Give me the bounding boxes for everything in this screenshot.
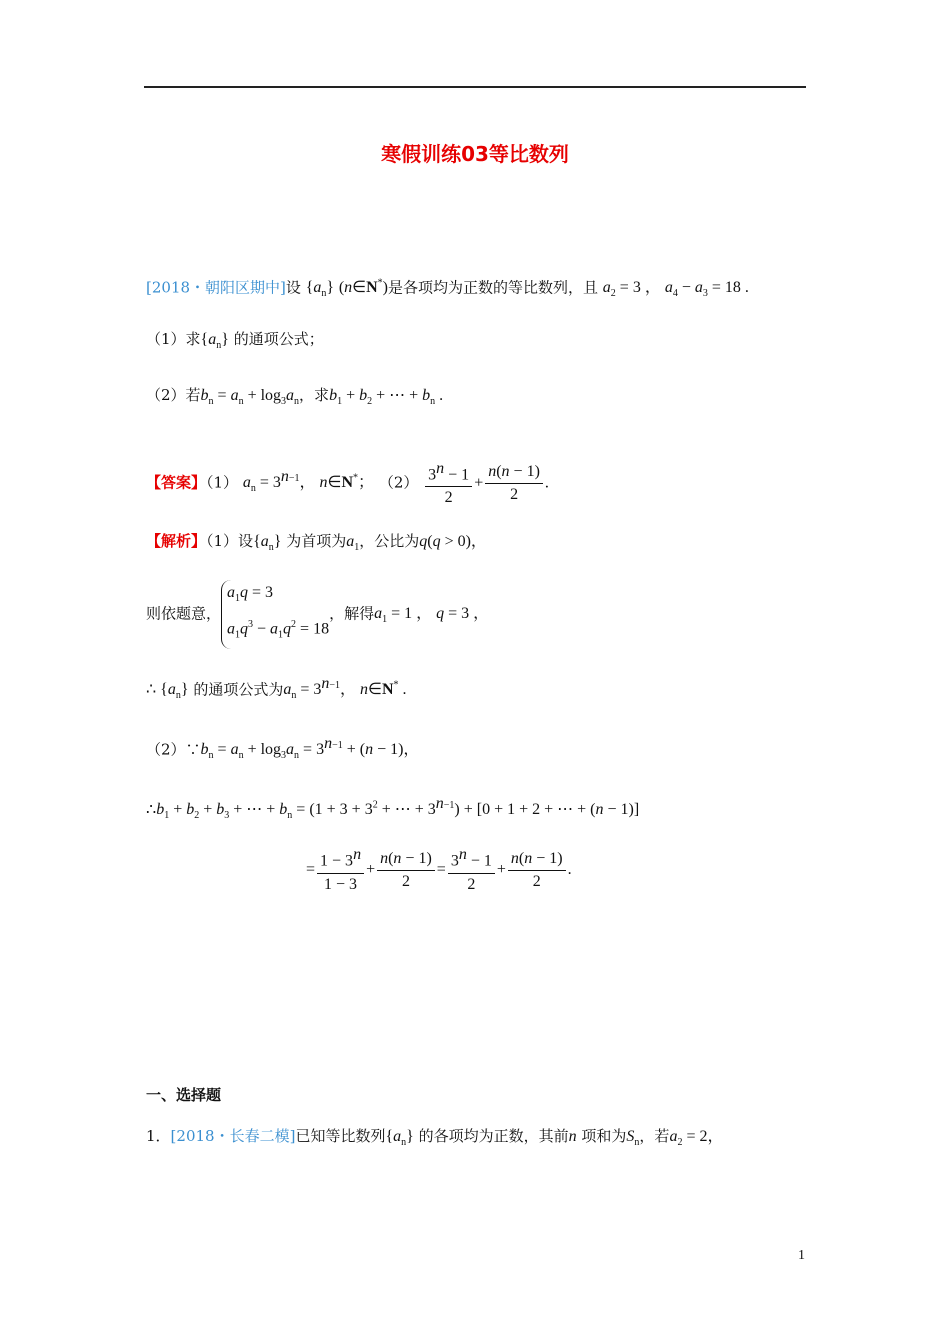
analysis-line-3: ∴ $\{a_n\}$ 的通项公式为$a_n = 3^{n-1}$， n∈N* .	[146, 675, 407, 702]
analysis-line-1: 【解析】（1）设$\{a_n\}$ 为首项为$a_1$，公比为q(q > 0)，	[146, 532, 487, 554]
answer-tag: 【答案】	[146, 473, 207, 492]
question-part-2: （2）若$b_n = a_n + \log_3a_n$，求$b_1 + b_2$ + ⋯ + $b_n$ .	[146, 386, 444, 408]
analysis-line-2: 则依题意， $a_1q = 3$ $a_1q^3 - a_1q^2 = 18$ ，解得$a_1 = 1$ ， q = 3 ，	[146, 580, 489, 649]
question-part-1: （1）求$\{a_n\}$ 的通项公式；	[146, 330, 324, 352]
question-number: 1．	[146, 1127, 171, 1145]
problem-statement: [2018・朝阳区期中]设 $\{a_n\}$ (n∈N*)是各项均为正数的等比数列，且 $a_2 = 3$ ， $a_4 - a_3 = 18$ .	[146, 278, 749, 300]
header-rule	[144, 86, 806, 88]
section-heading: 一、选择题	[146, 1086, 222, 1104]
analysis-line-4: $(2)\because b_n = a_n + \log_3a_n = 3^{n-1} + (n - 1)$，	[146, 735, 420, 762]
answer-line: 【答案】（1） $a_n = 3^{n-1}$， n∈N*； （2） $\frac{3^n - 1}{2}$ + $\frac{n(n - 1)}{2}$ .	[146, 459, 549, 506]
analysis-line-5: $\therefore b_1 + b_2 + b_3$ + ⋯ + $b_n = (1 + 3 + 3^2$ + ⋯ + $3^{n-1}) + [0 + 1 + 2$ + ⋯ + (n − 1)]	[146, 795, 640, 822]
question-1-source: [2018・长春二模]	[170, 1127, 296, 1145]
page-title: 寒假训练03等比数列	[381, 142, 569, 166]
analysis-line-6: = $\frac{1 - 3^n}{1 - 3}$ + $\frac{n(n - 1)}{2}$ = $\frac{3^n - 1}{2}$ + $\frac{n(n - 1)}{2}$ .	[306, 846, 572, 893]
question-1: 1．[2018・长春二模]已知等比数列$\{a_n\}$ 的各项均为正数，其前n 项和为$S_n$，若$a_2 = 2$，	[146, 1127, 724, 1149]
page-number: 1	[798, 1248, 805, 1263]
problem-source: [2018・朝阳区期中]	[146, 278, 286, 297]
analysis-tag: 【解析】	[146, 532, 207, 550]
